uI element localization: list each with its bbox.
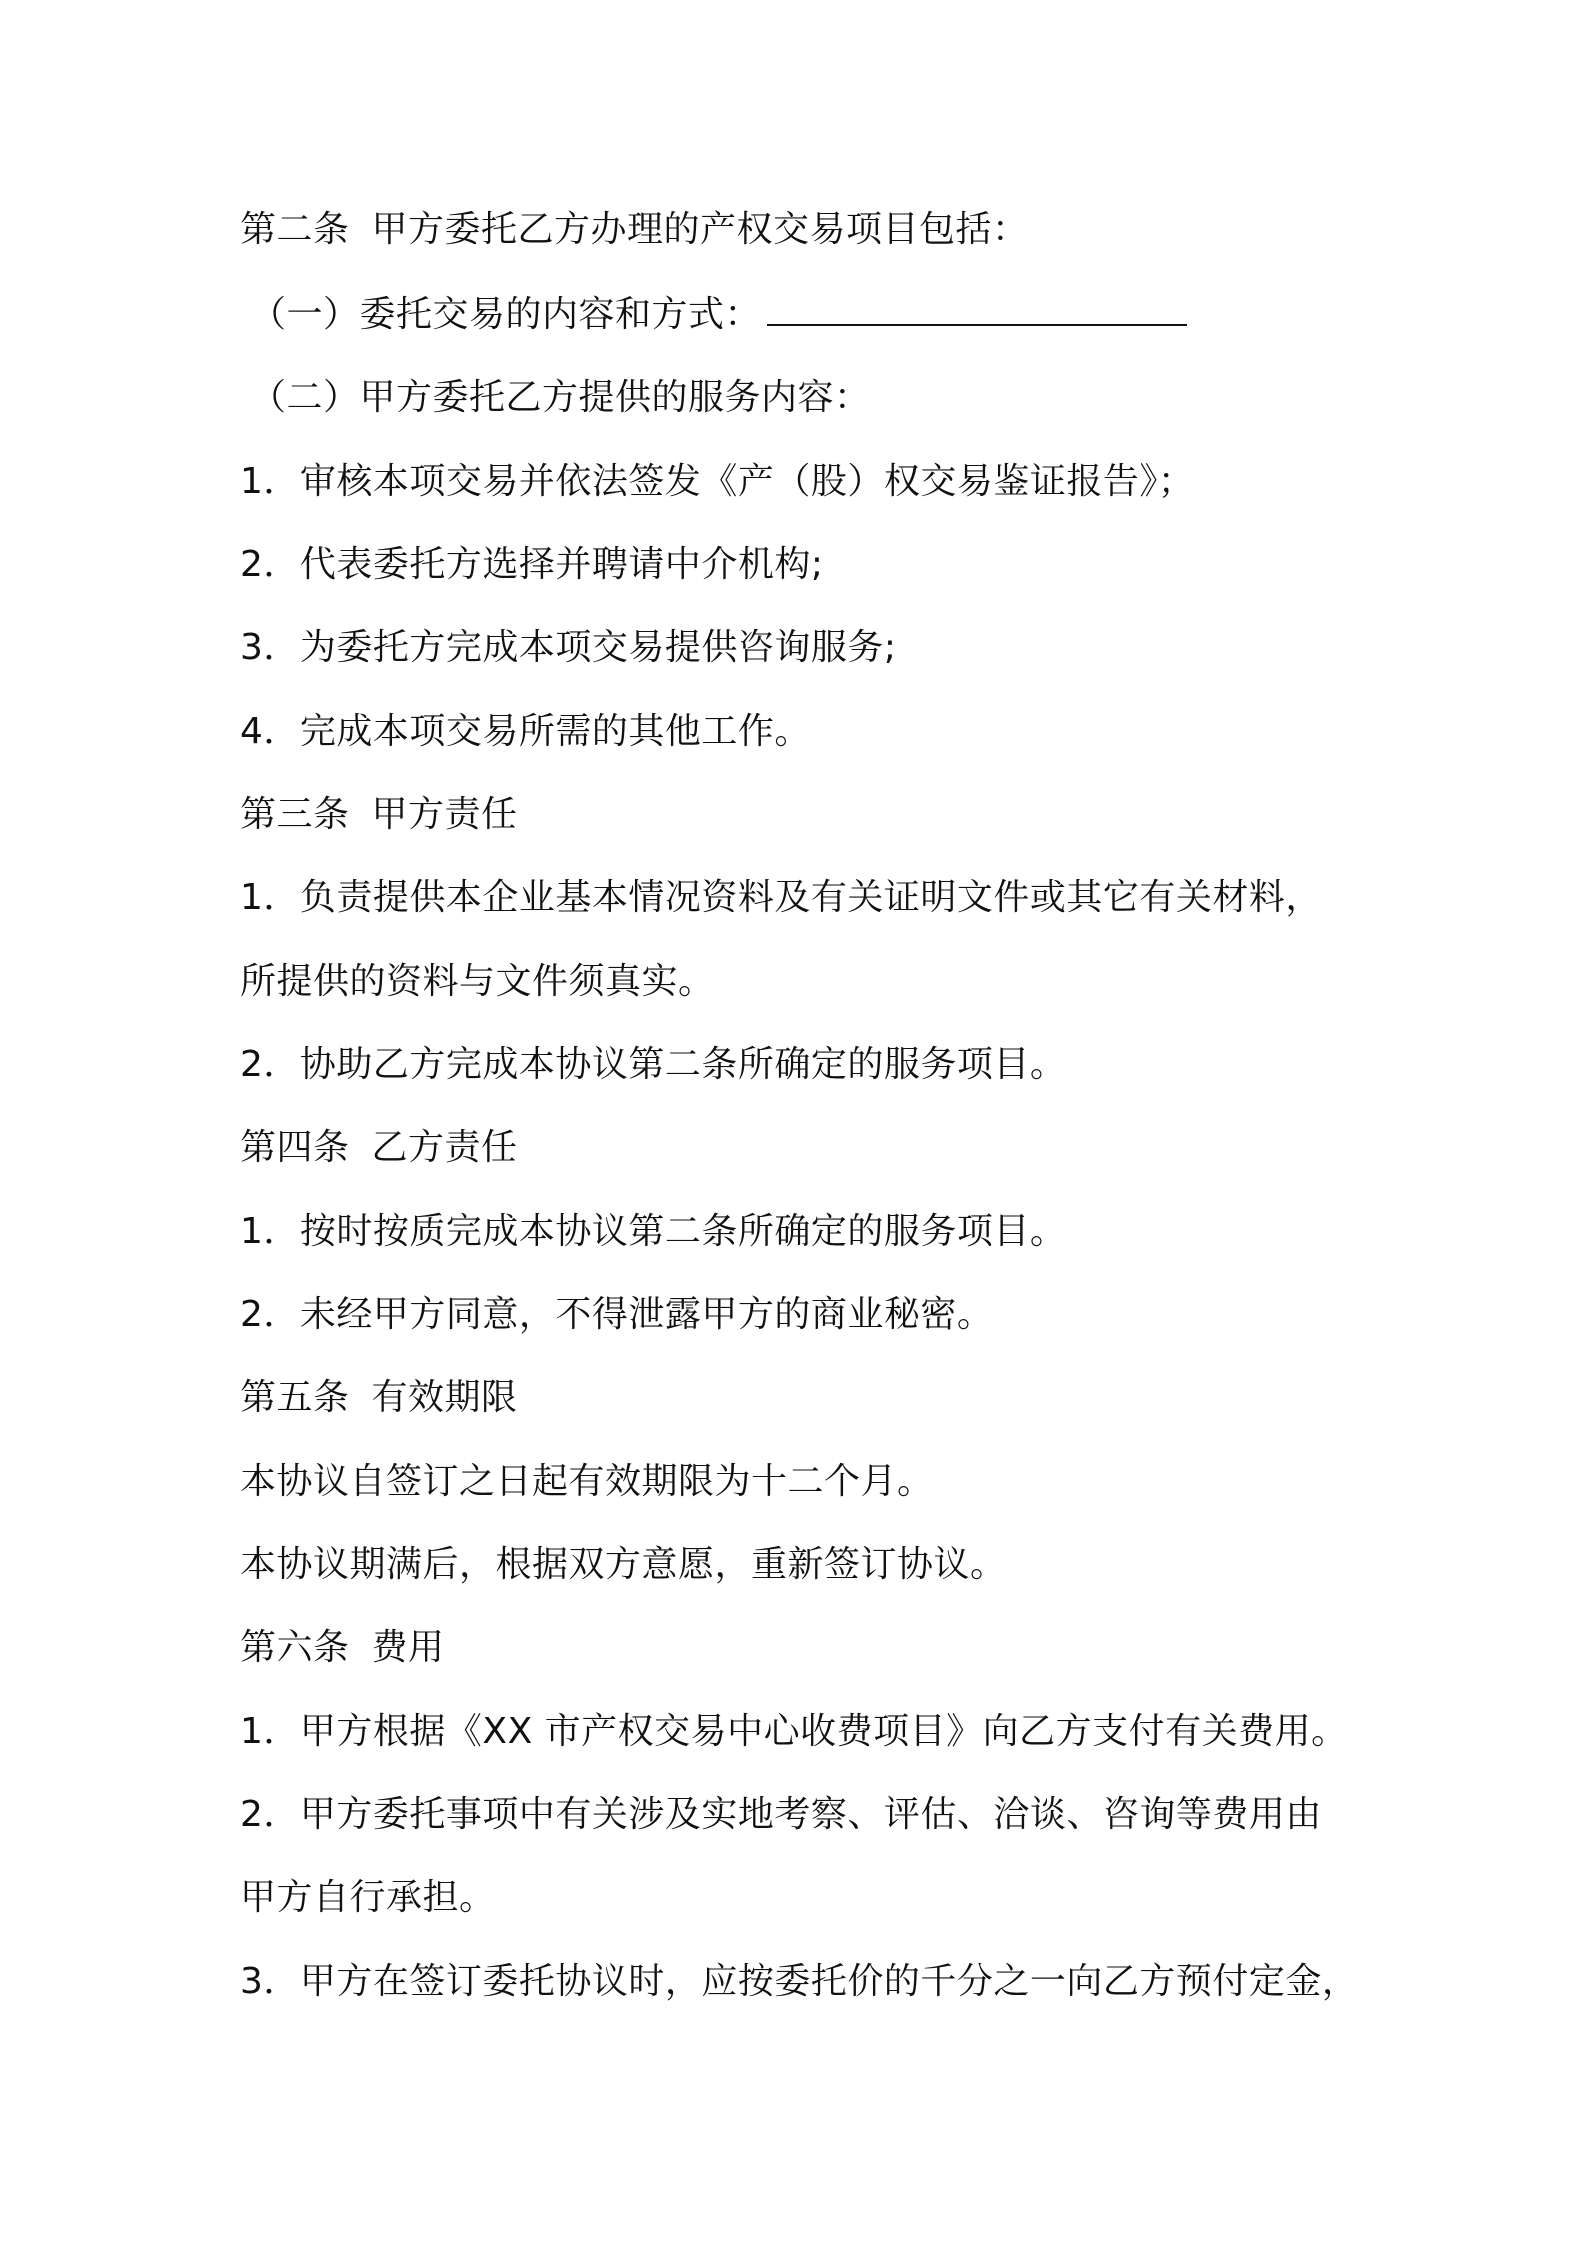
article-6-heading [240,1618,445,1678]
article-2-item-1 [250,285,1187,345]
article-3-point-1-line-1: 1．负责提供本企业基本情况资料及有关证明文件或其它有关材料， [240,877,1322,918]
article-number: 第五条 [240,1377,350,1418]
article-6-point-2-line-1: 2．甲方委托事项中有关涉及实地考察、评估、洽谈、咨询等费用由 [240,1794,1322,1835]
article-number: 第三条 [240,794,350,835]
article-2-point-4: 4．完成本项交易所需的其他工作。 [240,711,811,752]
item-label: （一）委托交易的内容和方式： [250,294,762,335]
fill-in-blank [767,290,1187,326]
item-label: （二）甲方委托乙方提供的服务内容： [250,377,871,418]
article-6-point-2-line-2: 甲方自行承担。 [240,1877,496,1918]
article-title: 有效期限 [371,1377,518,1418]
article-2-heading [240,200,1029,260]
article-5-line-1: 本协议自签订之日起有效期限为十二个月。 [240,1461,934,1502]
article-title: 费用 [371,1627,445,1668]
article-number: 第二条 [240,209,350,250]
article-5-line-2: 本协议期满后，根据双方意愿，重新签订协议。 [240,1544,1007,1585]
article-3-point-1-line-2: 所提供的资料与文件须真实。 [240,961,715,1002]
article-2-point-3: 3．为委托方完成本项交易提供咨询服务; [240,627,897,668]
article-2-point-1: 1．审核本项交易并依法签发《产（股）权交易鉴证报告》； [240,461,1195,502]
article-2-item-2 [250,368,871,428]
article-2-point-2: 2．代表委托方选择并聘请中介机构; [240,544,824,585]
article-6-point-1: 1．甲方根据《XX 市产权交易中心收费项目》向乙方支付有关费用。 [240,1711,1348,1752]
article-4-point-2: 2．未经甲方同意，不得泄露甲方的商业秘密。 [240,1294,994,1335]
article-number: 第六条 [240,1627,350,1668]
article-4-heading [240,1118,518,1178]
article-title: 乙方责任 [371,1127,518,1168]
article-4-point-1: 1．按时按质完成本协议第二条所确定的服务项目。 [240,1211,1067,1252]
article-title: 甲方委托乙方办理的产权交易项目包括： [371,209,1029,250]
article-3-heading [240,785,518,845]
article-6-point-3: 3．甲方在签订委托协议时，应按委托价的千分之一向乙方预付定金， [240,1961,1359,2002]
article-title: 甲方责任 [371,794,518,835]
article-number: 第四条 [240,1127,350,1168]
article-5-heading [240,1368,518,1428]
article-3-point-2: 2．协助乙方完成本协议第二条所确定的服务项目。 [240,1044,1067,1085]
